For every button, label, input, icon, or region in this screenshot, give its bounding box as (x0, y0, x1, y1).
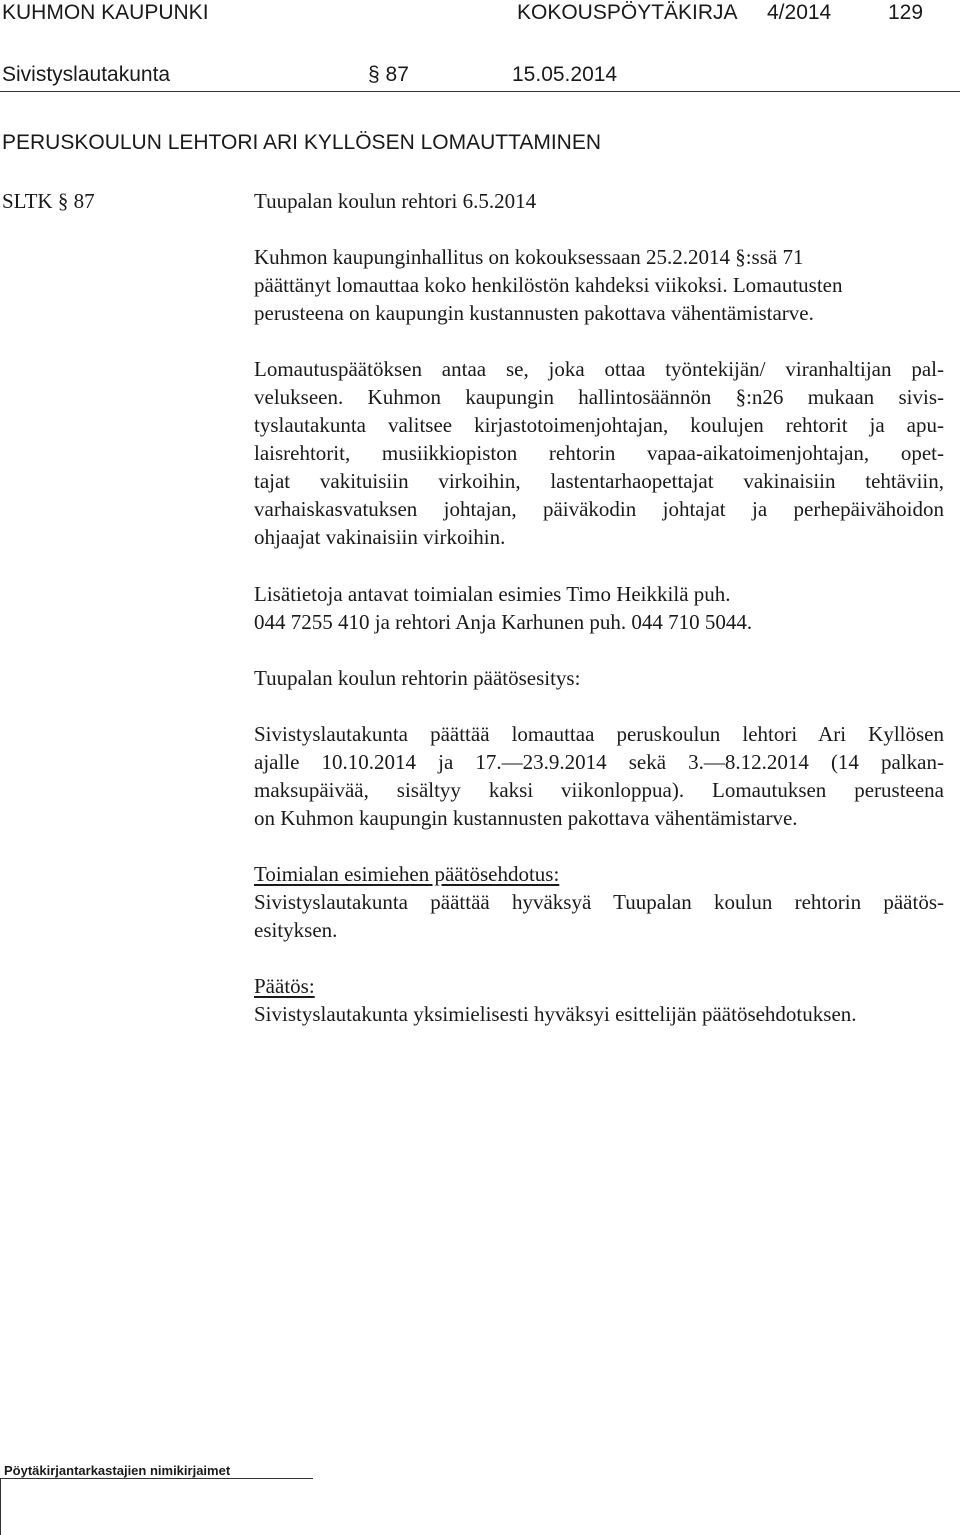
presenter-line: Tuupalan koulun rehtori 6.5.2014 (254, 189, 537, 213)
header-issue: 4/2014 (767, 1, 832, 24)
footer-initials-box (0, 1478, 6, 1535)
text-line: maksupäivää, sisältyy kaksi viikonloppua). Lomautuksen perusteena (254, 778, 944, 802)
text-line: ohjaajat vakinaisiin virkoihin. (254, 525, 506, 549)
section-code: SLTK § 87 (2, 189, 95, 213)
text-line: on Kuhmon kaupungin kustannusten pakottava vähentämistarve. (254, 806, 798, 830)
header-doc-type: KOKOUSPÖYTÄKIRJA (517, 1, 738, 24)
text-line: Sivistyslautakunta päättää hyväksyä Tuupalan koulun rehtorin päätös- (254, 890, 944, 914)
text-line: tajat vakituisiin virkoihin, lastentarhaopettajat vakinaisiin tehtäviin, (254, 469, 944, 493)
page-title: PERUSKOULUN LEHTORI ARI KYLLÖSEN LOMAUTTAMINEN (2, 131, 602, 154)
text-line: velukseen. Kuhmon kaupungin hallintosäännön §:n26 mukaan sivis- (254, 385, 944, 409)
footer-signature-label: Pöytäkirjantarkastajien nimikirjaimet (4, 1463, 231, 1478)
text-line: Kuhmon kaupunginhallitus on kokouksessaan 25.2.2014 §:ssä 71 (254, 245, 804, 269)
proposal-heading: Tuupalan koulun rehtorin päätösesitys: (254, 666, 581, 690)
text-line: esityksen. (254, 918, 338, 942)
header-body-name: Sivistyslautakunta (2, 63, 171, 86)
text-line: Lisätietoja antavat toimialan esimies Timo Heikkilä puh. (254, 582, 731, 606)
paragraph-contact (254, 580, 944, 636)
header-page-number: 129 (888, 1, 924, 24)
header-section: § 87 (368, 63, 409, 86)
decision (254, 972, 944, 1028)
head-proposal (254, 860, 944, 944)
text-line: laisrehtorit, musiikkiopiston rehtorin vapaa-aikatoimenjohtajan, opet- (254, 441, 944, 465)
decision-heading: Päätös: (254, 974, 315, 998)
header-rule (0, 91, 960, 92)
footer-rule (0, 1478, 313, 1479)
paragraph-background (254, 243, 944, 327)
text-line: varhaiskasvatuksen johtajan, päiväkodin johtajat ja perhepäivähoidon (254, 497, 944, 521)
text-line: 044 7255 410 ja rehtori Anja Karhunen puh. 044 710 5044. (254, 610, 753, 634)
text-line: päättänyt lomauttaa koko henkilöstön kahdeksi viikoksi. Lomautusten (254, 273, 843, 297)
header-date: 15.05.2014 (512, 63, 618, 86)
proposal-text (254, 720, 944, 832)
text-line: tyslautakunta valitsee kirjastotoimenjohtajan, koulujen rehtorit ja apu- (254, 413, 944, 437)
header-org: KUHMON KAUPUNKI (2, 1, 209, 24)
text-line: ajalle 10.10.2014 ja 17.—23.9.2014 sekä 3.—8.12.2014 (14 palkan- (254, 750, 944, 774)
text-line: Lomautuspäätöksen antaa se, joka ottaa työntekijän/ viranhaltijan pal- (254, 357, 944, 381)
head-proposal-heading: Toimialan esimiehen päätösehdotus: (254, 862, 560, 886)
text-line: Sivistyslautakunta päättää lomauttaa peruskoulun lehtori Ari Kyllösen (254, 722, 944, 746)
decision-text: Sivistyslautakunta yksimielisesti hyväksyi esittelijän päätösehdotuksen. (254, 1002, 857, 1026)
text-line: perusteena on kaupungin kustannusten pakottava vähentämistarve. (254, 301, 814, 325)
paragraph-authority (254, 355, 944, 551)
